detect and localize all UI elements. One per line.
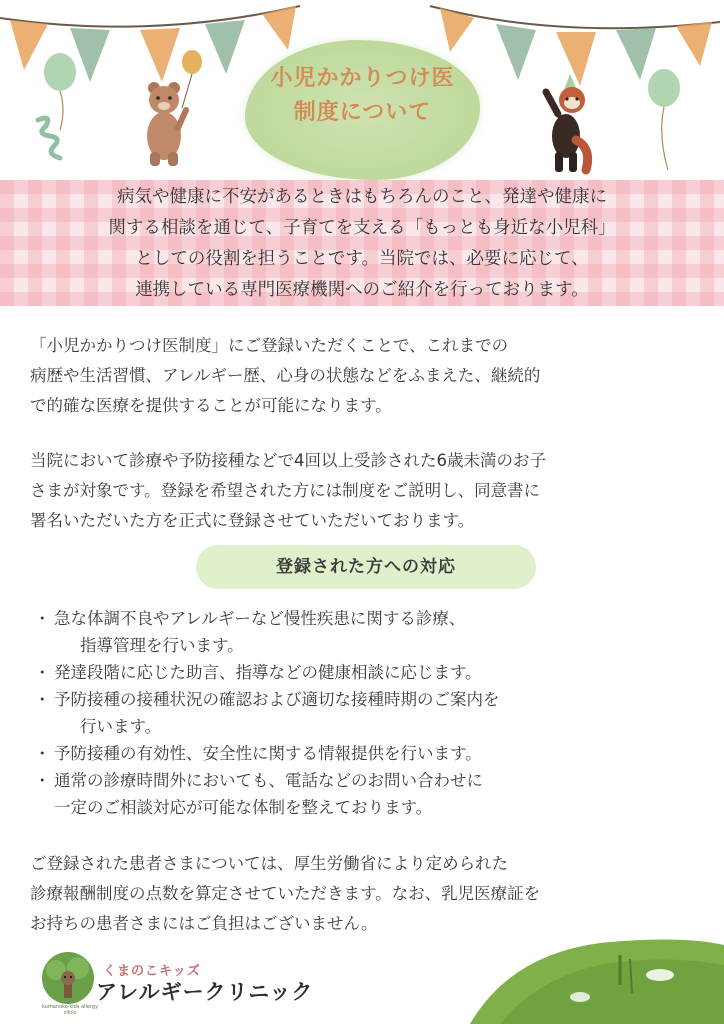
list-item-text: 急な体調不良やアレルギーなど慢性疾患に関する診療、 (54, 609, 466, 628)
list-item-text: 指導管理を行います。 (80, 636, 244, 655)
intro-line: 連携している専門医療機関へのご紹介を行っております。 (135, 280, 589, 300)
paragraph-line: お持ちの患者さまにはご負担はございません。 (30, 914, 378, 933)
list-item-text: 一定のご相談対応が可能な体制を整えております。 (54, 798, 433, 817)
list-item-text: 通常の診療時間外においても、電話などのお問い合わせに (54, 771, 483, 790)
balloon-icon (640, 66, 700, 176)
list-item-text: 予防接種の有効性、安全性に関する情報提供を行います。 (54, 744, 482, 763)
list-item (34, 740, 694, 767)
eligibility-paragraph (30, 446, 710, 536)
bullet-marker: ・ (34, 744, 51, 763)
list-item-text: 行います。 (80, 717, 162, 736)
title-line-2: 制度について (293, 100, 432, 125)
page-title (245, 62, 480, 130)
paragraph-line: で的確な医療を提供することが可能になります。 (30, 396, 392, 415)
bullet-marker: ・ (34, 771, 51, 790)
bullet-marker: ・ (34, 663, 51, 682)
bullet-marker: ・ (34, 609, 51, 628)
paragraph-line: さまが対象です。登録を希望された方には制度をご説明し、同意書に (30, 481, 541, 500)
title-line-1: 小児かかりつけ医 (270, 66, 455, 91)
intro-text (0, 182, 724, 306)
grass-mound-icon (470, 935, 724, 1024)
paragraph-line: 診療報酬制度の点数を算定させていただきます。なお、乳児医療証を (30, 884, 541, 903)
logo-subtitle: くまのこキッズ (103, 964, 201, 979)
intro-line: としての役割を担うことです。当院では、必要に応じて、 (135, 249, 589, 269)
red-panda-icon (522, 70, 597, 180)
fee-paragraph (30, 849, 710, 939)
list-item-text: 発達段階に応じた助言、指導などの健康相談に応じます。 (54, 663, 482, 682)
list-item (34, 767, 694, 821)
list-item (34, 605, 694, 659)
paragraph-line: 当院において診療や予防接種などで4回以上受診された6歳未満のお子 (30, 451, 546, 470)
paragraph-line: 「小児かかりつけ医制度」にご登録いただくことで、これまでの (30, 336, 509, 355)
list-item (34, 686, 694, 740)
tree-logo-icon (40, 950, 96, 1008)
bullet-marker: ・ (34, 690, 51, 709)
list-item (34, 659, 694, 686)
intro-line: 関する相談を通じて、子育てを支える「もっとも身近な小児科」 (108, 218, 616, 238)
subheading: 登録された方への対応 (276, 557, 456, 577)
balloon-icon (20, 50, 100, 170)
paragraph-line: 署名いただいた方を正式に登録させていただいております。 (30, 511, 475, 530)
bear-with-balloon-icon (130, 48, 215, 170)
registration-paragraph (30, 331, 710, 421)
list-item-text: 予防接種の接種状況の確認および適切な接種時期のご案内を (54, 690, 500, 709)
logo-title: アレルギークリニック (96, 980, 314, 1004)
logo-badge-text: kumanoko kids allergy clinic (41, 1004, 99, 1016)
service-list (34, 605, 694, 821)
intro-line: 病気や健康に不安があるときはもちろんのこと、発達や健康に (117, 187, 607, 207)
paragraph-line: ご登録された患者さまについては、厚生労働省により定められた (30, 854, 509, 873)
paragraph-line: 病歴や生活習慣、アレルギー歴、心身の状態などをふまえた、継続的 (30, 366, 541, 385)
